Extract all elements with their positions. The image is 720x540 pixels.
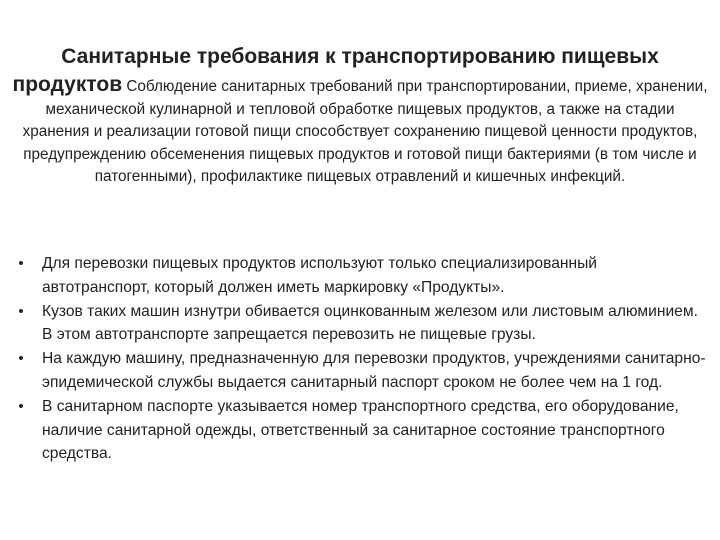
bullet-text: Для перевозки пищевых продуктов используют только специализированный автотранспорт, который должен иметь маркировку «Продукты». — [42, 255, 598, 296]
bullet-item — [14, 395, 706, 466]
slide-title: Санитарные требования к транспортированию пищевых — [61, 45, 659, 68]
bullet-text: Кузов таких машин изнутри обивается оцинкованным железом или листовым алюминием. В этом автотранспорте запрещается перевозить не пищевые грузы. — [42, 302, 698, 344]
bullet-dot-icon: • — [18, 350, 24, 368]
bullet-item — [14, 252, 706, 300]
bullet-dot-icon: • — [18, 302, 24, 320]
intro-paragraph: Соблюдение санитарных требований при транспортировании, приеме, хранении, механической кулинарной и тепловой обработке пищевых продуктов, а также на стадии хранения и реализации готовой пищи способствует сохранению пищевой ценности продуктов, предупреждению обсеменения пищевых продуктов и готовой пищи бактериями (в том числе и патогенными), профилактике пищевых отравлений и кишечных инфекций. — [22, 78, 708, 186]
bullet-list — [14, 252, 706, 466]
bullet-dot-icon: • — [18, 255, 24, 272]
bullet-dot-icon: • — [18, 397, 24, 415]
bullet-item — [14, 300, 706, 348]
bullet-text: На каждую машину, предназначенную для перевозки продуктов, учреждениями санитарно-эпидемической службы выдается санитарный паспорт сроком не более чем на 1 год. — [42, 350, 706, 391]
slide-title-tail: продуктов — [12, 73, 123, 96]
header-block — [12, 40, 708, 189]
bullet-item — [14, 347, 706, 395]
bullet-text: В санитарном паспорте указывается номер транспортного средства, его оборудование, наличие санитарной одежды, ответственный за санитарное состояние транспортного средства. — [42, 397, 679, 463]
